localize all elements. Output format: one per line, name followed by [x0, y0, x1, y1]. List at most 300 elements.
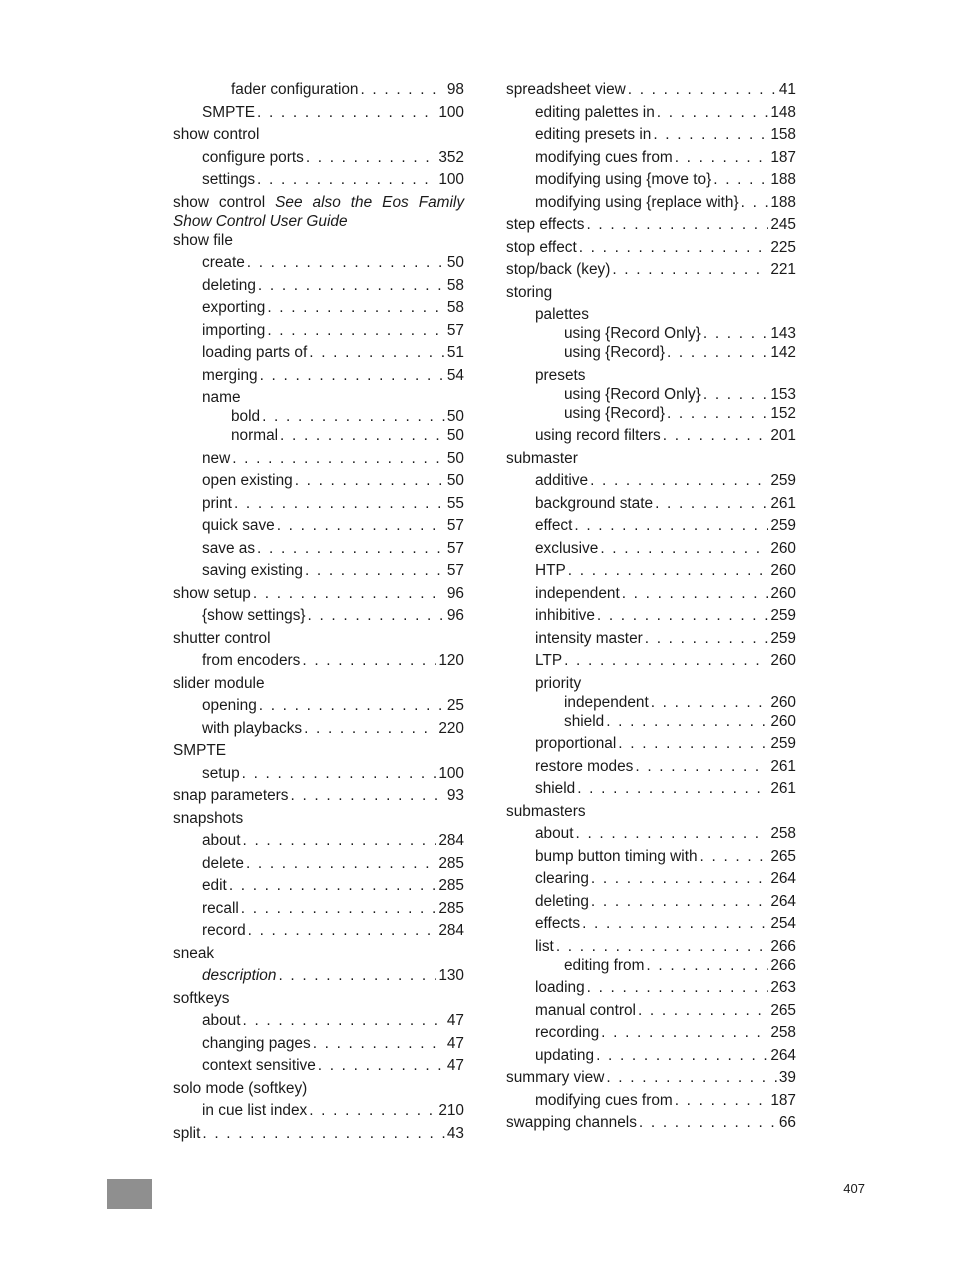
- index-term: in cue list index: [202, 1102, 308, 1119]
- dot-leader: [591, 892, 768, 911]
- index-entry: [202, 1056, 464, 1075]
- index-entry: [564, 385, 796, 404]
- page-reference: 96: [446, 584, 464, 602]
- index-term: shield: [564, 712, 605, 730]
- index-term: split: [173, 1124, 201, 1142]
- index-entry: [535, 847, 796, 866]
- index-column-right: [506, 80, 796, 1132]
- page-reference: 188: [770, 193, 796, 211]
- page-reference: 51: [446, 344, 464, 361]
- index-entry: [202, 719, 464, 738]
- dot-leader: [590, 471, 768, 490]
- index-entry: [535, 426, 796, 445]
- index-entry: [202, 561, 464, 580]
- index-entry: [535, 584, 796, 603]
- index-term: bold: [231, 408, 261, 425]
- dot-leader: [574, 516, 768, 535]
- index-term: manual control: [535, 1001, 636, 1019]
- page-reference: 285: [438, 854, 464, 872]
- index-entry: [202, 1101, 464, 1120]
- index-entry: [535, 193, 796, 212]
- dot-leader: [308, 606, 445, 625]
- index-term: inhibitive: [535, 607, 595, 624]
- index-term: modifying using {move to}: [535, 171, 712, 188]
- index-entry: [173, 584, 464, 603]
- index-entry: [202, 1011, 464, 1030]
- page-reference: 152: [770, 404, 796, 422]
- dot-leader: [267, 298, 445, 317]
- index-entry: [202, 298, 464, 317]
- dot-leader: [257, 170, 436, 189]
- index-heading: shutter control: [173, 629, 271, 647]
- index-heading: submasters: [506, 802, 586, 820]
- page-reference: 47: [446, 1034, 464, 1052]
- index-term: exclusive: [535, 539, 599, 557]
- page-reference: 254: [770, 915, 796, 932]
- index-term: saving existing: [202, 562, 303, 579]
- dot-leader: [577, 779, 768, 798]
- page-reference: 260: [770, 584, 796, 602]
- dot-leader: [232, 449, 445, 468]
- dot-leader: [601, 1023, 768, 1042]
- index-heading: storing: [506, 283, 553, 301]
- index-entry: [202, 449, 464, 468]
- index-entry: [202, 696, 464, 715]
- index-entry: [535, 103, 796, 122]
- index-term: record: [202, 922, 246, 939]
- page-reference: 25: [446, 697, 464, 714]
- index-entry: [535, 869, 796, 888]
- index-entry: [535, 651, 796, 670]
- dot-leader: [260, 366, 445, 385]
- index-entry: [535, 1046, 796, 1065]
- index-entry: [535, 734, 796, 753]
- see-also-note: See also the Eos Family Show Control User Guide: [173, 193, 465, 230]
- page-tab-marker: [107, 1179, 152, 1209]
- dot-leader: [253, 584, 445, 603]
- index-entry: [506, 260, 796, 279]
- index-entry: [535, 757, 796, 776]
- dot-leader: [591, 869, 768, 888]
- index-entry: [202, 170, 464, 189]
- index-term: updating: [535, 1046, 595, 1064]
- index-term: save as: [202, 539, 256, 557]
- dot-leader: [667, 343, 768, 362]
- dot-leader: [234, 494, 445, 513]
- index-entry: [535, 516, 796, 535]
- index-term: spreadsheet view: [506, 81, 626, 98]
- index-entry: [231, 407, 464, 426]
- index-entry: [173, 944, 464, 963]
- index-term: opening: [202, 697, 257, 714]
- page-reference: 264: [770, 870, 796, 887]
- page-reference: 263: [770, 979, 796, 996]
- page-reference: 259: [770, 472, 796, 489]
- index-entry: [231, 80, 464, 99]
- dot-leader: [596, 1046, 768, 1065]
- index-term: show setup: [173, 584, 251, 602]
- index-entry: [535, 170, 796, 189]
- index-term: print: [202, 494, 232, 512]
- index-term: swapping channels: [506, 1114, 637, 1131]
- dot-leader: [638, 1001, 768, 1020]
- index-term: about: [535, 825, 574, 842]
- page-reference: 259: [770, 735, 796, 752]
- dot-leader: [741, 193, 769, 212]
- page-reference: 57: [446, 562, 464, 579]
- page-reference: 210: [438, 1102, 464, 1119]
- index-term: using record filters: [535, 427, 661, 444]
- dot-leader: [280, 426, 445, 445]
- index-term: open existing: [202, 472, 293, 489]
- page-reference: 260: [770, 652, 796, 669]
- page-reference: 47: [446, 1012, 464, 1029]
- dot-leader: [663, 426, 769, 445]
- dot-leader: [564, 651, 768, 670]
- dot-leader: [278, 966, 436, 985]
- page-reference: 261: [770, 780, 796, 797]
- index-term: restore modes: [535, 757, 634, 775]
- dot-leader: [586, 215, 768, 234]
- dot-leader: [582, 914, 768, 933]
- index-term: using {Record Only}: [564, 385, 701, 403]
- page-reference: 261: [770, 494, 796, 512]
- page-reference: 120: [438, 652, 464, 669]
- page-reference: 258: [770, 825, 796, 842]
- index-entry: [535, 561, 796, 580]
- index-term: fader configuration: [231, 81, 359, 98]
- dot-leader: [675, 1091, 769, 1110]
- index-term: merging: [202, 366, 258, 384]
- dot-leader: [579, 238, 769, 257]
- dot-leader: [248, 921, 437, 940]
- page-reference: 245: [770, 216, 796, 233]
- index-term: modifying cues from: [535, 148, 673, 166]
- index-entry: [173, 989, 464, 1008]
- index-heading: presets: [535, 366, 586, 384]
- index-term: additive: [535, 472, 589, 489]
- index-entry: [173, 193, 464, 231]
- dot-leader: [606, 1068, 777, 1087]
- index-entry: [173, 629, 464, 648]
- index-entry: [535, 148, 796, 167]
- index-entry: [564, 956, 796, 975]
- page-reference: 66: [778, 1114, 796, 1131]
- index-entry: [202, 831, 464, 850]
- index-term: using {Record Only}: [564, 325, 701, 342]
- index-entry: [202, 343, 464, 362]
- index-heading: priority: [535, 674, 582, 692]
- dot-leader: [597, 606, 768, 625]
- page-reference: 130: [438, 967, 464, 984]
- index-term: using {Record}: [564, 344, 665, 361]
- dot-leader: [612, 260, 768, 279]
- page-reference: 264: [770, 1046, 796, 1064]
- index-heading: name: [202, 389, 241, 406]
- page-number: 407: [843, 1181, 865, 1196]
- page-reference: 258: [770, 1024, 796, 1041]
- index-term: settings: [202, 171, 256, 188]
- page-reference: 57: [446, 517, 464, 534]
- index-term: summary view: [506, 1069, 605, 1086]
- index-entry: [202, 494, 464, 513]
- index-term: recording: [535, 1024, 600, 1041]
- index-entry: [202, 764, 464, 783]
- index-column-left: [173, 80, 464, 1143]
- page-reference: 260: [770, 562, 796, 579]
- page-reference: 260: [770, 539, 796, 557]
- dot-leader: [302, 651, 436, 670]
- index-term: stop/back (key): [506, 261, 611, 278]
- index-term: modifying using {replace with}: [535, 193, 739, 211]
- index-entry: [202, 606, 464, 625]
- index-entry: [535, 539, 796, 558]
- index-term: SMPTE: [202, 103, 256, 121]
- index-heading: show file: [173, 231, 233, 249]
- index-heading: softkeys: [173, 989, 230, 1007]
- index-term: step effects: [506, 216, 585, 233]
- dot-leader: [262, 407, 445, 426]
- dot-leader: [639, 1113, 777, 1132]
- dot-leader: [360, 80, 444, 99]
- index-entry: [506, 80, 796, 99]
- index-entry: [535, 1001, 796, 1020]
- dot-leader: [703, 324, 768, 343]
- dot-leader: [247, 253, 445, 272]
- index-entry: [564, 404, 796, 423]
- dot-leader: [257, 103, 436, 122]
- page-reference: 57: [446, 539, 464, 557]
- page-reference: 148: [770, 103, 796, 121]
- index-entry: [202, 516, 464, 535]
- page-reference: 260: [770, 693, 796, 711]
- index-term: show control: [173, 193, 266, 211]
- index-heading: solo mode (softkey): [173, 1079, 308, 1097]
- index-term: using {Record}: [564, 404, 665, 422]
- index-entry: [535, 471, 796, 490]
- page-reference: 266: [770, 937, 796, 955]
- index-term: list: [535, 937, 554, 955]
- dot-leader: [635, 757, 768, 776]
- dot-leader: [258, 276, 445, 295]
- index-entry: [202, 899, 464, 918]
- index-term: background state: [535, 494, 654, 512]
- index-term: proportional: [535, 735, 617, 752]
- index-entry: [202, 921, 464, 940]
- index-term: clearing: [535, 870, 589, 887]
- index-term: edit: [202, 877, 227, 894]
- page-reference: 50: [446, 427, 464, 444]
- index-entry: [564, 712, 796, 731]
- index-term: effect: [535, 517, 573, 534]
- page-reference: 187: [770, 1091, 796, 1109]
- index-entry: [173, 125, 464, 144]
- index-term: setup: [202, 764, 240, 782]
- page-reference: 153: [770, 385, 796, 403]
- dot-leader: [587, 978, 769, 997]
- page-reference: 41: [778, 81, 796, 98]
- dot-leader: [309, 343, 445, 362]
- page-reference: 284: [438, 922, 464, 939]
- index-heading: snapshots: [173, 809, 244, 827]
- index-entry: [535, 1023, 796, 1042]
- dot-leader: [259, 696, 445, 715]
- index-entry: [535, 914, 796, 933]
- page-reference: 261: [770, 757, 796, 775]
- index-term: loading parts of: [202, 344, 308, 361]
- page-reference: 221: [770, 261, 796, 278]
- page-reference: 188: [770, 171, 796, 188]
- index-term: LTP: [535, 652, 563, 669]
- index-term: delete: [202, 854, 244, 872]
- dot-leader: [243, 831, 437, 850]
- index-entry: [535, 366, 796, 385]
- page-reference: 259: [770, 517, 796, 534]
- index-entry: [535, 978, 796, 997]
- index-term: configure ports: [202, 148, 304, 166]
- dot-leader: [304, 719, 436, 738]
- page-reference: 259: [770, 607, 796, 624]
- index-entry: [173, 786, 464, 805]
- page-reference: 55: [446, 494, 464, 512]
- page-reference: 352: [438, 148, 464, 166]
- index-entry: [564, 324, 796, 343]
- page-reference: 50: [446, 408, 464, 425]
- index-entry: [535, 125, 796, 144]
- page-reference: 93: [446, 787, 464, 804]
- index-term: editing from: [564, 956, 645, 974]
- dot-leader: [651, 693, 769, 712]
- dot-leader: [277, 516, 445, 535]
- dot-leader: [305, 561, 445, 580]
- index-entry: [564, 343, 796, 362]
- index-entry: [535, 892, 796, 911]
- index-term: from encoders: [202, 652, 301, 669]
- index-entry: [506, 215, 796, 234]
- index-heading: SMPTE: [173, 742, 227, 759]
- dot-leader: [267, 321, 445, 340]
- page-reference: 96: [446, 607, 464, 624]
- index-entry: [173, 809, 464, 828]
- dot-leader: [653, 125, 768, 144]
- index-term: editing palettes in: [535, 103, 655, 121]
- page-reference: 264: [770, 892, 796, 910]
- index-entry: [202, 276, 464, 295]
- index-term: loading: [535, 979, 585, 996]
- dot-leader: [568, 561, 769, 580]
- page-reference: 259: [770, 629, 796, 647]
- dot-leader: [628, 80, 777, 99]
- index-entry: [564, 693, 796, 712]
- dot-leader: [229, 876, 436, 895]
- dot-leader: [657, 103, 769, 122]
- page-reference: 43: [446, 1124, 464, 1142]
- index-entry: [535, 937, 796, 956]
- page-reference: 47: [446, 1057, 464, 1074]
- index-term: deleting: [202, 276, 256, 294]
- index-entry: [173, 741, 464, 760]
- index-term: snap parameters: [173, 787, 289, 804]
- dot-leader: [313, 1034, 445, 1053]
- index-entry: [202, 148, 464, 167]
- index-entry: [506, 449, 796, 468]
- page-reference: 284: [438, 832, 464, 849]
- dot-leader: [622, 584, 769, 603]
- index-entry: [231, 426, 464, 445]
- dot-leader: [703, 385, 768, 404]
- dot-leader: [618, 734, 768, 753]
- index-term: create: [202, 254, 245, 271]
- index-entry: [202, 1034, 464, 1053]
- page-reference: 58: [446, 299, 464, 316]
- page-reference: 100: [438, 171, 464, 188]
- dot-leader: [645, 629, 769, 648]
- page-reference: 201: [770, 427, 796, 444]
- page-reference: 225: [770, 238, 796, 256]
- dot-leader: [556, 937, 769, 956]
- dot-leader: [309, 1101, 436, 1120]
- index-entry: [535, 1091, 796, 1110]
- index-term: quick save: [202, 517, 275, 534]
- index-entry: [202, 103, 464, 122]
- index-entry: [506, 802, 796, 821]
- page-reference: 57: [446, 321, 464, 339]
- index-entry: [535, 606, 796, 625]
- page-reference: 100: [438, 764, 464, 782]
- index-term: context sensitive: [202, 1057, 316, 1074]
- dot-leader: [318, 1056, 445, 1075]
- page-reference: 260: [770, 712, 796, 730]
- index-entry: [202, 471, 464, 490]
- index-term: modifying cues from: [535, 1091, 673, 1109]
- dot-leader: [202, 1124, 445, 1143]
- page-reference: 39: [778, 1069, 796, 1086]
- index-entry: [173, 231, 464, 250]
- index-term: description: [202, 967, 277, 984]
- dot-leader: [246, 854, 436, 873]
- page-reference: 50: [446, 472, 464, 489]
- index-term: bump button timing with: [535, 847, 698, 865]
- index-entry: [535, 629, 796, 648]
- index-term: recall: [202, 899, 239, 917]
- dot-leader: [646, 956, 768, 975]
- dot-leader: [295, 471, 445, 490]
- index-entry: [173, 1079, 464, 1098]
- index-term: effects: [535, 915, 581, 932]
- index-entry: [202, 539, 464, 558]
- index-entry: [202, 966, 464, 985]
- page-reference: 143: [770, 325, 796, 342]
- index-term: shield: [535, 780, 576, 797]
- dot-leader: [655, 494, 768, 513]
- page-reference: 98: [446, 81, 464, 98]
- index-entry: [202, 321, 464, 340]
- page-reference: 266: [770, 956, 796, 974]
- index-term: independent: [564, 693, 649, 711]
- index-term: exporting: [202, 299, 266, 316]
- index-heading: slider module: [173, 674, 265, 692]
- dot-leader: [306, 148, 437, 167]
- index-term: intensity master: [535, 629, 643, 647]
- dot-leader: [667, 404, 768, 423]
- index-term: deleting: [535, 892, 589, 910]
- index-heading: submaster: [506, 449, 578, 467]
- index-heading: show control: [173, 126, 260, 143]
- index-term: with playbacks: [202, 719, 303, 737]
- index-entry: [173, 674, 464, 693]
- index-entry: [506, 1113, 796, 1132]
- index-entry: [535, 494, 796, 513]
